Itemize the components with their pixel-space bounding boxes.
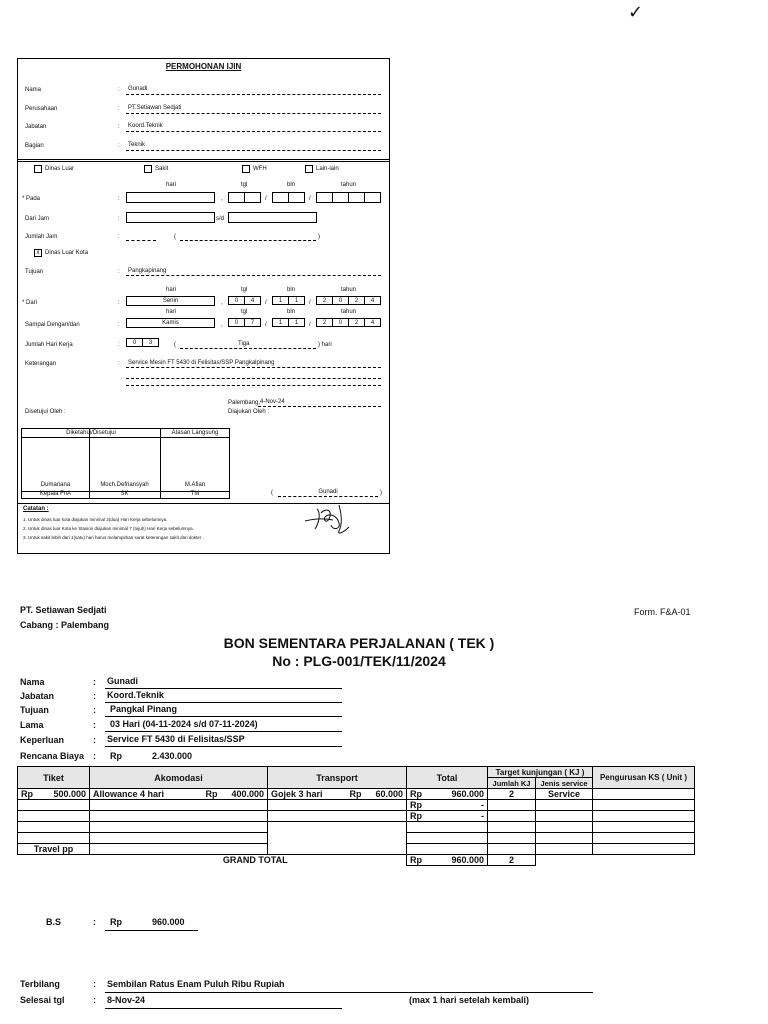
header-akomodasi: Akomodasi [90, 767, 268, 789]
checkbox-dinas-luar-kota[interactable]: x [34, 249, 42, 257]
pada-tahun-input[interactable] [316, 192, 381, 203]
keterangan-value: Service Mesin FT 5430 di Felisitas/SSP Pangkalpinang [128, 360, 275, 366]
dari-tgl-value[interactable]: 0 4 [228, 296, 261, 305]
dari-tahun-value[interactable]: 2 0 2 4 [316, 296, 381, 305]
permohonan-ijin-form: PERMOHONAN IJIN Nama : Gunadi Perusahaan : PT.Setiawan Sedjati Jabatan : Koord.Teknik Bagian : Teknik Dinas Luar Sakit WFH Lain-lain hari tgl bln tahun * Pada : , / / Dari Jam : s/d Jumlah Jam : ( ) x Dinas Luar Kota Tujuan : Pangkapinang hari tgl bln tahun * Dari : Senin , 0 4 / 1 1 / 2 0 2 4 hari tgl bln tahun Sampai Dengan/dan : Kamis , 0 7 / 1 1 / 2 0 2 4 Jumlah Hari Kerja : 0 3 ( Tiga ) hari Keterangan : Service Mesin FT 5430 di Felisitas/SSP Pangkalpinang Palembang, 4-Nov-24 Diajukan Oleh : Disetujui Oleh : Diketahui/Disetujui Atasan Langsung Dumariana Moch.Defriansyah M.Afian Kepala FnA SK TM ( Gunadi ) Catatan : 1. Untuk dinas luar kota diajukan minimal 2(dua) Hari Kerja sebelumnya. 2. Untuk dinas luar Kota ke Stasion diajukan minimal 7 (tujuh) Hari Kerja sebelumnya. 3. Untuk sakit lebih dari 1(satu) hari harus melampirkan surat keterangan sakit dari dokter . [17, 58, 390, 554]
option-label-wfh: WFH [253, 166, 267, 172]
bon-title: BON SEMENTARA PERJALANAN ( TEK ) [223, 635, 495, 651]
field-label-perusahaan: Perusahaan [25, 106, 58, 112]
terbilang-value: Sembilan Ratus Enam Puluh Ribu Rupiah [107, 979, 285, 989]
dari-hari-value[interactable]: Senin [126, 296, 215, 306]
form-number: Form. F&A-01 [634, 607, 691, 617]
expense-table [17, 766, 695, 866]
catatan-label: Catatan : [23, 506, 49, 512]
jumlah-hari-value[interactable]: 0 3 [126, 338, 159, 347]
selesai-value: 8-Nov-24 [107, 995, 146, 1005]
bon-number: No : PLG-001/TEK/11/2024 [272, 653, 446, 669]
company-name: PT. Setiawan Sedjati [20, 605, 107, 615]
bon-label-keperluan: Keperluan [20, 735, 65, 745]
jumlah-hari-text: Tiga [238, 341, 250, 347]
option-label-dinas-luar: Dinas Luar [45, 166, 75, 172]
field-value-bagian: Teknik [128, 142, 146, 148]
grand-total-label: GRAND TOTAL [222, 855, 288, 866]
bon-value-nama: Gunadi [107, 676, 138, 686]
field-value-nama: Gunadi [128, 86, 148, 92]
field-label-bagian: Bagian [25, 143, 44, 149]
tujuan-value: Pangkapinang [128, 268, 167, 274]
signer-role: Kepala FnA [39, 491, 72, 497]
pada-tgl-input[interactable] [228, 192, 261, 203]
header-jenis: Jenis service [536, 778, 593, 789]
dinas-luar-kota-label: Dinas Luar Kota [45, 250, 89, 256]
bon-value-rencana: 2.430.000 [152, 751, 193, 761]
checkbox-wfh[interactable] [242, 165, 250, 173]
bon-label-nama: Nama [20, 677, 45, 687]
note-item: 2. Untuk dinas luar Kota ke Stasion diajukan minimal 7 (tujuh) Hari Kerja sebelumnya. [23, 526, 194, 531]
table-header-row [18, 767, 695, 778]
sampai-bln-value[interactable]: 1 1 [272, 318, 305, 327]
checkbox-sakit[interactable] [144, 165, 152, 173]
signer-name: M.Afian [184, 482, 206, 488]
bon-value-lama: 03 Hari (04-11-2024 s/d 07-11-2024) [110, 719, 258, 729]
table-row [18, 833, 695, 844]
field-label-jabatan: Jabatan [25, 124, 47, 130]
field-value-perusahaan: PT.Setiawan Sedjati [128, 105, 182, 111]
form-title: PERMOHONAN IJIN [165, 62, 242, 71]
permohonan-date: 4-Nov-24 [260, 399, 285, 405]
selesai-note: (max 1 hari setelah kembali) [409, 995, 530, 1005]
bon-label-rencana: Rencana Biaya [20, 751, 85, 761]
sampai-tgl-value[interactable]: 0 7 [228, 318, 261, 327]
table-row: Rp - [18, 800, 695, 811]
bon-value-jabatan: Koord.Teknik [107, 690, 164, 700]
signer-role: SK [120, 491, 129, 497]
signer-name: Moch.Defriansyah [100, 482, 149, 488]
grand-total-row: GRAND TOTAL Rp 960.000 2 [18, 855, 695, 866]
header-tiket: Tiket [18, 767, 90, 789]
header-jumlah-kj: Jumlah KJ [488, 778, 536, 789]
approval-table: Diketahui/Disetujui Atasan Langsung Dumariana Moch.Defriansyah M.Afian Kepala FnA SK TM [21, 428, 230, 499]
table-row [18, 844, 695, 855]
header-total: Total [407, 767, 488, 789]
grand-total-value: 960.000 [451, 855, 484, 865]
sampai-jam-input[interactable] [228, 212, 317, 223]
header-transport: Transport [268, 767, 407, 789]
bs-label: B.S [46, 917, 62, 927]
bon-value-keperluan: Service FT 5430 di Felisitas/SSP [107, 734, 245, 744]
bon-label-tujuan: Tujuan [20, 705, 49, 715]
note-item: 3. Untuk sakit lebih dari 1(satu) hari harus melampirkan surat keterangan sakit dari dokter . [23, 535, 204, 540]
option-label-sakit: Sakit [155, 166, 169, 172]
sampai-hari-value[interactable]: Kamis [126, 318, 215, 328]
signature-image [303, 499, 353, 539]
note-item: 1. Untuk dinas luar kota diajukan minimal 2(dua) Hari Kerja sebelumnya. [23, 517, 168, 522]
branch-name: Cabang : Palembang [20, 620, 110, 630]
signer-name: Dumariana [40, 482, 71, 488]
dari-bln-value[interactable]: 1 1 [272, 296, 305, 305]
pada-label: * Pada [22, 196, 41, 202]
dari-jam-input[interactable] [126, 212, 215, 223]
table-row: Rp - [18, 811, 695, 822]
terbilang-label: Terbilang [20, 979, 60, 989]
field-label-nama: Nama [25, 87, 42, 93]
check-mark: ✓ [628, 2, 644, 23]
bon-label-jabatan: Jabatan [20, 691, 55, 701]
pada-hari-input[interactable] [126, 192, 215, 203]
bon-value-tujuan: Pangkal Pinang [110, 704, 178, 714]
option-label-lain-lain: Lain-lain [316, 166, 339, 172]
applicant-name: Gunadi [318, 489, 338, 495]
table-row [18, 822, 695, 833]
field-value-jabatan: Koord.Teknik [128, 123, 163, 129]
travel-pp-label: Travel pp [18, 844, 90, 855]
selesai-label: Selesai tgl [20, 995, 65, 1005]
header-target: Target kunjungan ( KJ ) [488, 767, 593, 778]
bs-value: 960.000 [152, 917, 185, 927]
checkbox-lain-lain[interactable] [305, 165, 313, 173]
pada-bln-input[interactable] [272, 192, 305, 203]
signer-role: TM [190, 491, 200, 497]
checkbox-dinas-luar[interactable] [34, 165, 42, 173]
sampai-tahun-value[interactable]: 2 0 2 4 [316, 318, 381, 327]
header-pengurusan: Pengurusan KS ( Unit ) [593, 767, 695, 789]
table-row: Rp 500.000 Allowance 4 hari 400.000 Rp Gojek 3 hari 60.000 Rp Rp 960.000 2 Service [18, 789, 695, 800]
bon-label-lama: Lama [20, 720, 44, 730]
